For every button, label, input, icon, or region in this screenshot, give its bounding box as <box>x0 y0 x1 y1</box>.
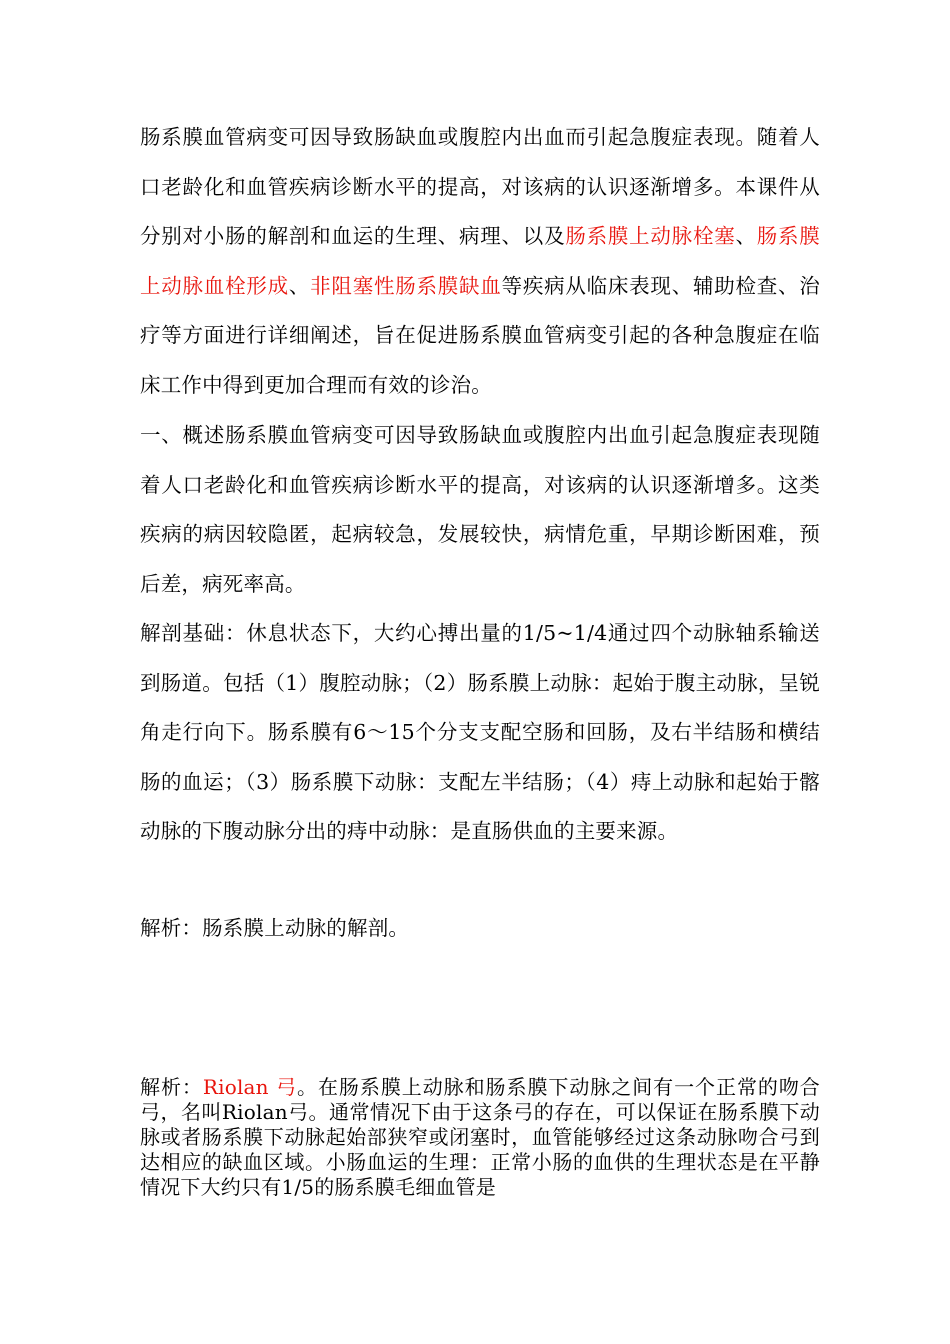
analysis-text: 。在肠系膜上动脉和肠系膜下动脉之间有一个正常的吻合弓，名叫 <box>140 1075 821 1124</box>
separator: 、 <box>288 273 311 298</box>
anatomy-text: 通过四个动脉轴系输送到肠道。包括（ <box>140 621 820 695</box>
analysis-paragraph: 解析：肠系膜上动脉的解剖。 <box>140 916 410 940</box>
list-number: 3 <box>256 769 270 794</box>
highlight-riolan-arc: Riolan 弓 <box>202 1075 298 1099</box>
anatomy-paragraph <box>140 609 820 857</box>
anatomy-text: ）腹腔动脉；（ <box>298 670 434 695</box>
anatomy-text: 个分支支配空肠和回肠，及右半结肠和横结肠的血运；（ <box>140 720 820 794</box>
analysis-text: 弓。通常情况下由于这条弓的存在，可以保证在肠系膜下动脉或者肠系膜下动脉起始部狭窄或闭塞时，血管能够经过这条动脉吻合弓到达相应的缺血区域。小肠血运的生理：正常小肠的血供的生理状态是在平静情况下大约只有 <box>140 1100 820 1199</box>
anatomy-text: ）痔上动脉和起始于髂动脉的下腹动脉分出的痔中动脉：是直肠供血的主要来源。 <box>140 769 820 843</box>
highlight-nonocclusive-ischemia: 非阻塞性肠系膜缺血 <box>310 273 502 298</box>
anatomy-text: 解剖基础：休息状态下，大约心搏出量的 <box>140 621 523 645</box>
intro-text-end: 等疾病从临床表现、辅助检查、治疗等方面进行详细阐述，旨在促进肠系膜血管病变引起的各种急腹症在临床工作中得到更加合理而有效的诊治。 <box>140 273 821 397</box>
fraction-value: 1/5 <box>281 1175 315 1199</box>
list-number: 1 <box>285 670 299 695</box>
list-number: 4 <box>596 769 610 794</box>
highlight-embolism: 肠系膜上动脉栓塞 <box>565 224 736 248</box>
overview-paragraph: 一、概述肠系膜血管病变可因导致肠缺血或腹腔内出血引起急腹症表现随着人口老龄化和血管疾病诊断水平的提高，对该病的认识逐渐增多。这类疾病的病因较隐匿，起病较急，发展较快，病情危重，早期诊断困难，预后差，病死率高。 <box>140 423 820 596</box>
riolan-analysis-paragraph <box>140 1075 820 1200</box>
highlight-thrombosis: 肠系膜上动脉血栓形成 <box>140 224 820 298</box>
fraction-value: 1/5~1/4 <box>522 621 608 645</box>
anatomy-text: ）肠系膜上动脉：起始于腹主动脉，呈锐角走行向下。肠系膜有 <box>140 670 820 744</box>
range-value: 6～15 <box>353 720 415 744</box>
intro-paragraph <box>140 113 820 410</box>
analysis-prefix: 解析： <box>140 1075 203 1099</box>
intro-text: 肠系膜血管病变可因导致肠缺血或腹腔内出血而引起急腹症表现。随着人口老龄化和血管疾病诊断水平的提高，对该病的认识逐渐增多。本课件从分别对小肠的解剖和血运的生理、病理、以及 <box>140 125 820 248</box>
anatomy-text: ）肠系膜下动脉：支配左半结肠；（ <box>269 769 597 794</box>
separator: 、 <box>735 224 757 248</box>
analysis-text: 的肠系膜毛细血管是 <box>314 1175 497 1199</box>
riolan-term: Riolan <box>221 1100 288 1124</box>
list-number: 2 <box>433 670 447 695</box>
